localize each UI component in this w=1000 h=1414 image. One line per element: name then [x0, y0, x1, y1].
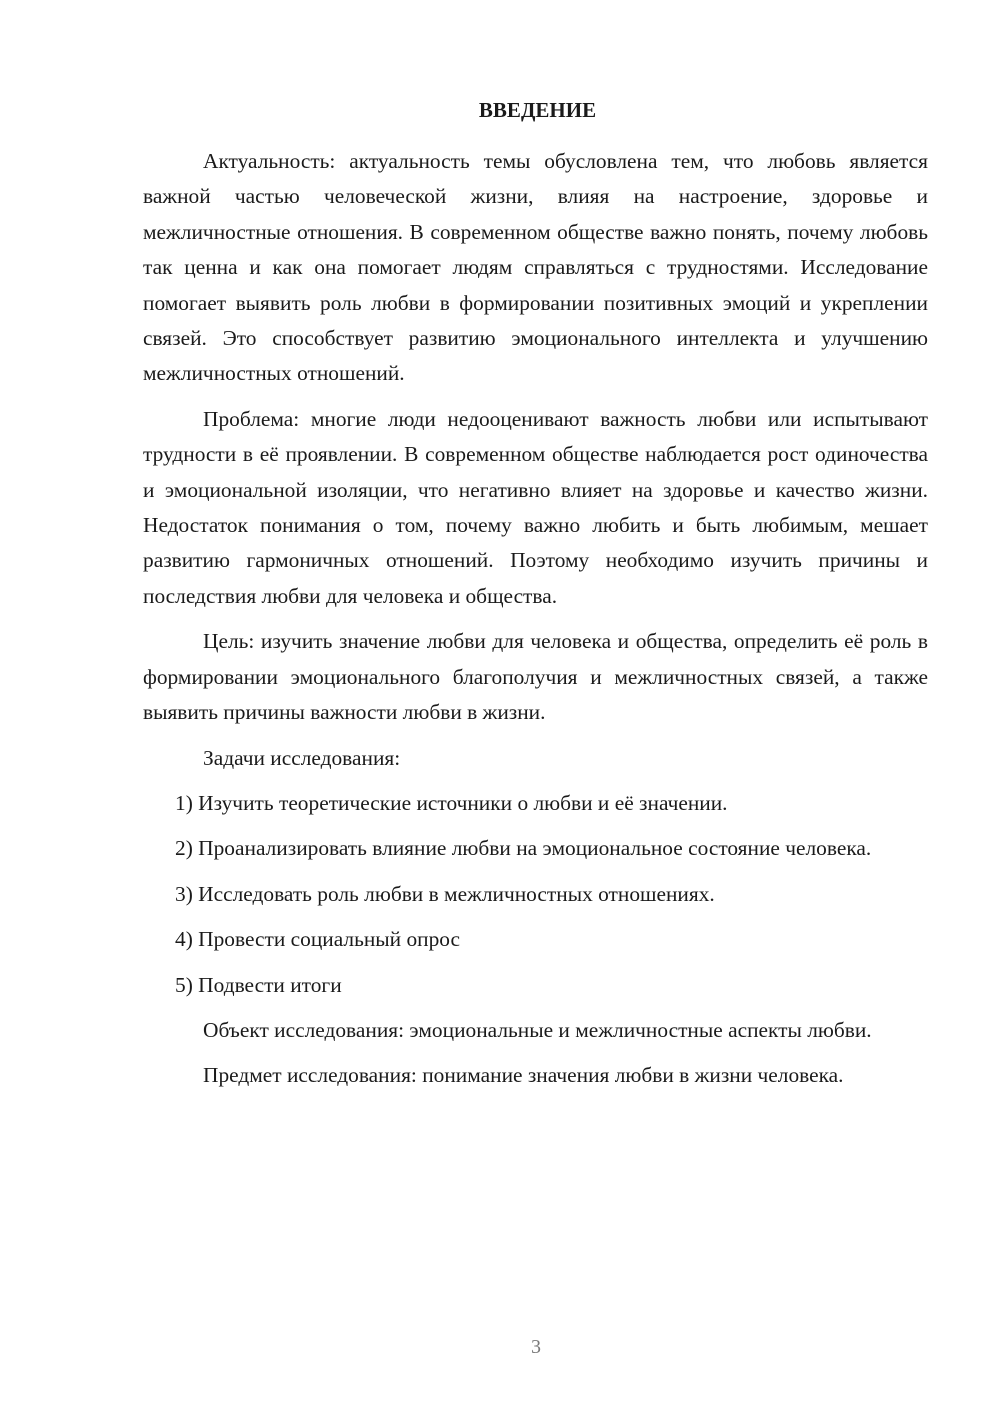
subject-paragraph: Предмет исследования: понимание значения любви в жизни человека. [203, 1063, 844, 1088]
section-heading: ВВЕДЕНИЕ [478, 98, 597, 122]
task-item-1: 1) Изучить теоретические источники о любви и её значении. [175, 790, 728, 815]
task-item-3: 3) Исследовать роль любви в межличностных отношениях. [175, 881, 715, 906]
tasks-heading: Задачи исследования: [203, 745, 401, 770]
task-item-5: 5) Подвести итоги [175, 972, 342, 997]
object-paragraph: Объект исследования: эмоциональные и межличностные аспекты любви. [203, 1017, 872, 1042]
task-item-4: 4) Провести социальный опрос [175, 927, 461, 952]
document-page [143, 95, 928, 1104]
goal-paragraph: Цель: изучить значение любви для человека и общества, определить её роль в формировании эмоционального благополучия и межличностных связей, а также выявить причины важности любви в жизни. [143, 629, 928, 725]
problem-paragraph: Проблема: многие люди недооценивают важность любви или испытывают трудности в её проявлении. В современном обществе наблюдается рост одиночества и эмоциональной изоляции, что негативно влияет на здоровье и качество жизни. Недостаток понимания о том, почему важно любить и быть любимым, мешает развитию гармоничных отношений. Поэтому необходимо изучить причины и последствия любви для человека и общества. [143, 406, 928, 608]
task-item-2: 2) Проанализировать влияние любви на эмоциональное состояние человека. [175, 836, 872, 861]
page-number: 3 [531, 1336, 541, 1358]
relevance-paragraph: Актуальность: актуальность темы обусловлена тем, что любовь является важной частью человеческой жизни, влияя на настроение, здоровье и межличностные отношения. В современном обществе важно понять, почему любовь так ценна и как она помогает людям справляться с трудностями. Исследование помогает выявить роль любви в формировании позитивных эмоций и укреплении связей. Это способствует развитию эмоционального интеллекта и улучшению межличностных отношений. [143, 149, 928, 386]
